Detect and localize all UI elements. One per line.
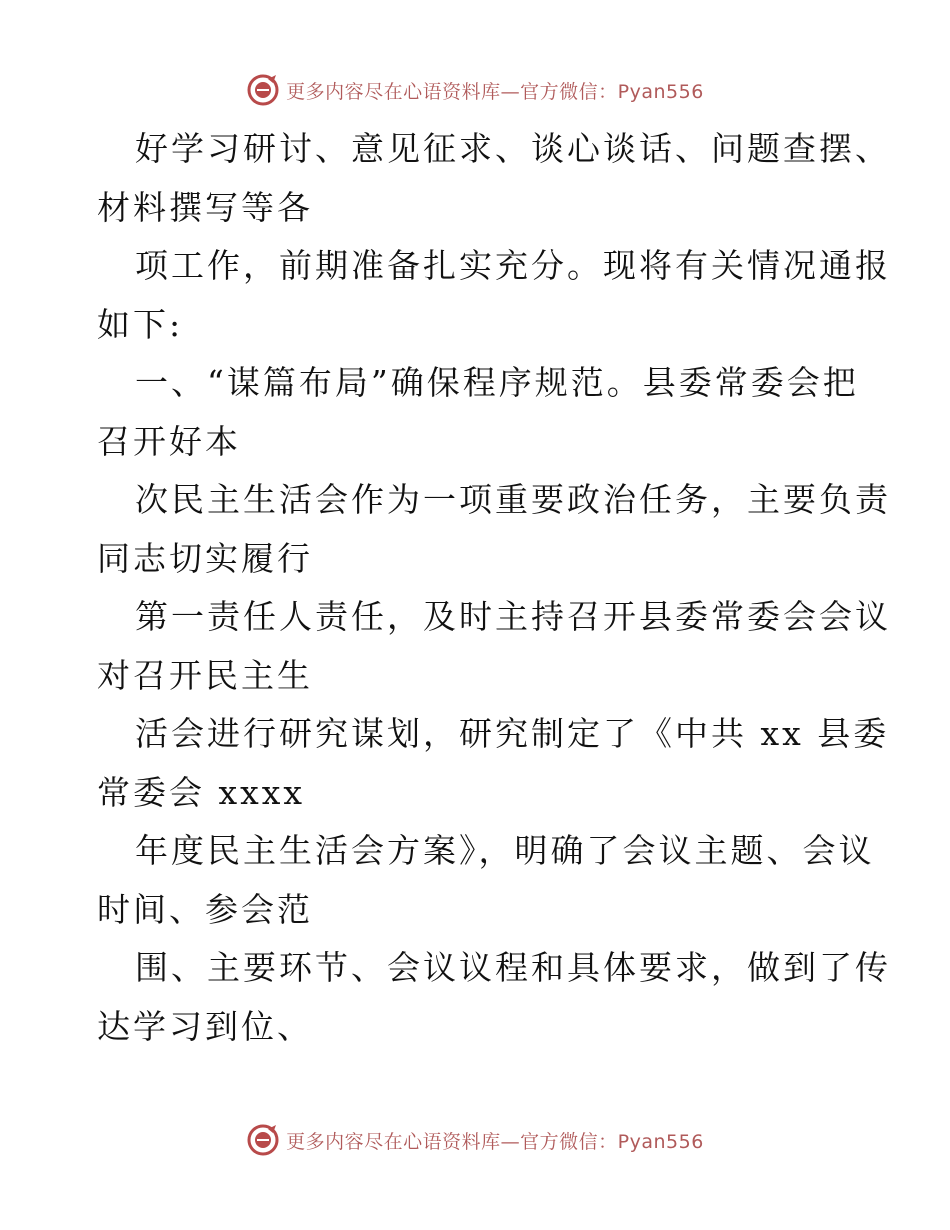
paragraph-line: 次民主生活会作为一项重要政治任务，主要负责: [135, 480, 891, 519]
paragraph-line: 一、“谋篇布局”确保程序规范。县委常委会把: [135, 363, 859, 402]
paragraph-line: 年度民主生活会方案》，明确了会议主题、会议: [135, 831, 875, 870]
paragraph-line: 如下:: [97, 304, 184, 344]
paragraph-line: 好学习研讨、意见征求、谈心谈话、问题查摆、: [135, 129, 891, 168]
paragraph-line: 达学习到位、: [97, 1006, 313, 1046]
paragraph-line: 时间、参会范: [97, 889, 313, 929]
wechat-id: Pyan556: [617, 80, 704, 103]
paragraph-line: 召开好本: [97, 421, 241, 461]
paragraph-line: 材料撰写等各: [97, 187, 313, 227]
watermark-text: [286, 77, 704, 104]
watermark-label: 更多内容尽在心语资料库—官方微信：: [286, 1130, 618, 1153]
paragraph-line: 同志切实履行: [97, 538, 313, 578]
wechat-id: Pyan556: [617, 1130, 704, 1153]
document-body: [97, 120, 891, 1056]
paragraph-line: 常委会 xxxx: [97, 772, 305, 812]
brand-logo-icon: [246, 73, 280, 107]
paragraph-line: 对召开民主生: [97, 655, 313, 695]
brand-logo-icon: [246, 1123, 280, 1157]
footer-watermark: [0, 1120, 950, 1160]
watermark-label: 更多内容尽在心语资料库—官方微信：: [286, 80, 618, 103]
paragraph-line: 活会进行研究谋划，研究制定了《中共 xx 县委: [135, 714, 890, 753]
paragraph-line: 围、主要环节、会议议程和具体要求，做到了传: [135, 948, 891, 987]
watermark-text: [286, 1127, 704, 1154]
paragraph-line: 第一责任人责任，及时主持召开县委常委会会议: [135, 597, 891, 636]
paragraph-line: 项工作，前期准备扎实充分。现将有关情况通报: [135, 246, 891, 285]
header-watermark: [0, 70, 950, 110]
